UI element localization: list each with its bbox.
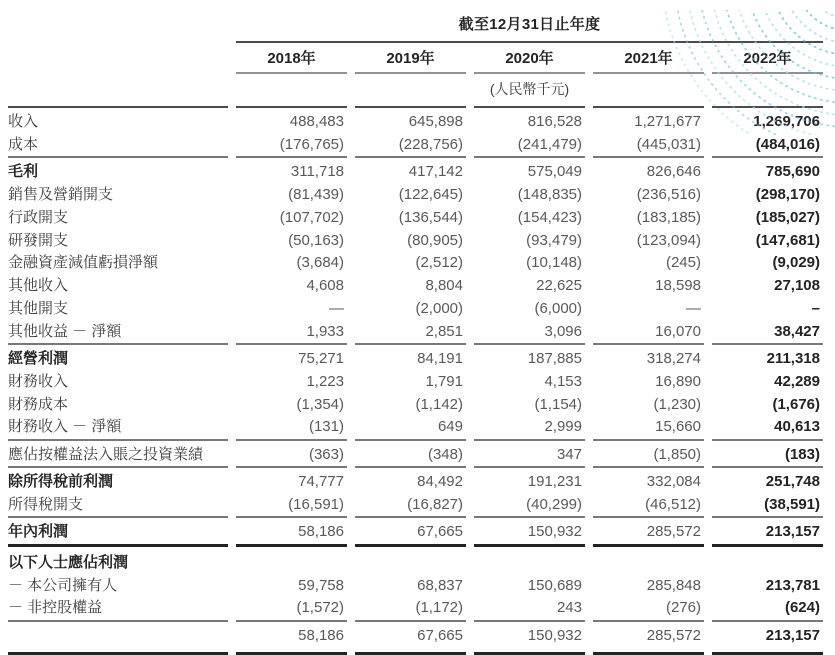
value-2018年: (16,591) [288, 495, 344, 513]
value-2019年: 8,804 [425, 277, 463, 295]
value-2021年 [593, 544, 704, 574]
value-2018年: (1,572) [296, 599, 344, 617]
value-2021年: 15,660 [655, 418, 701, 436]
value-2019年: (1,172) [415, 599, 463, 617]
value-2019年: 645,898 [355, 106, 466, 133]
table-row [8, 544, 823, 574]
value-2018年: 311,718 [236, 156, 347, 183]
period-header: 截至12月31日止年度 [236, 10, 823, 43]
value-2022年: – [811, 299, 820, 317]
value-2018年: (50,163) [288, 231, 344, 249]
table-row [8, 597, 823, 620]
table-row [8, 393, 823, 416]
table-row [8, 206, 823, 229]
value-2021年: — [686, 299, 701, 317]
value-2019年: 68,837 [417, 576, 463, 594]
value-2021年: 285,572 [593, 516, 704, 543]
row-label: 應佔按權益法入賬之投資業績 [8, 439, 228, 466]
value-2019年: 1,791 [425, 372, 463, 390]
value-2021年: 16,070 [655, 322, 701, 340]
value-2019年: (2,000) [415, 299, 463, 317]
value-2022年: 38,427 [774, 322, 820, 340]
value-2021年: (236,516) [636, 185, 701, 203]
table-row [8, 133, 823, 156]
value-2021年: (445,031) [636, 135, 701, 153]
year-header-row [8, 43, 823, 74]
table-row [8, 229, 823, 252]
value-2022年: (185,027) [755, 208, 820, 226]
value-2022年: 27,108 [774, 277, 820, 295]
period-header-row [8, 10, 823, 43]
value-2020年: (93,479) [526, 231, 582, 249]
value-2022年: (9,029) [772, 254, 820, 272]
value-2018年: 59,758 [298, 576, 344, 594]
table-row [8, 439, 823, 466]
table-row [8, 574, 823, 597]
value-2021年: 285,572 [593, 620, 704, 655]
value-2020年: 191,231 [474, 466, 585, 493]
value-2022年 [712, 544, 823, 574]
value-2021年: 16,890 [655, 372, 701, 390]
value-2022年: 1,269,706 [712, 106, 823, 133]
value-2022年: (183) [712, 439, 823, 466]
row-label: 年內利潤 [8, 516, 228, 543]
value-2018年: 1,933 [306, 322, 344, 340]
value-2018年: 75,271 [236, 343, 347, 370]
row-label: 行政開支 [8, 208, 69, 226]
value-2020年: (6,000) [534, 299, 582, 317]
value-2022年: 42,289 [774, 372, 820, 390]
value-2022年: (147,681) [755, 231, 820, 249]
value-2018年: 58,186 [236, 620, 347, 655]
table-row [8, 297, 823, 320]
row-label: 其他收益 － 淨額 [8, 322, 122, 340]
value-2019年: (348) [355, 439, 466, 466]
value-2020年: (148,835) [517, 185, 582, 203]
value-2022年: (484,016) [755, 135, 820, 153]
year-column-header-1: 2018年 [236, 43, 347, 74]
value-2020年: 3,096 [544, 322, 582, 340]
value-2022年: (38,591) [764, 495, 820, 513]
value-2020年: 22,625 [536, 277, 582, 295]
value-2021年: (245) [665, 254, 701, 272]
table-row [8, 252, 823, 275]
row-label: 其他收入 [8, 277, 69, 295]
value-2018年: (81,439) [288, 185, 344, 203]
value-2022年: 211,318 [712, 343, 823, 370]
value-2020年: 816,528 [474, 106, 585, 133]
row-label: － 本公司擁有人 [8, 576, 118, 594]
value-2022年: 251,748 [712, 466, 823, 493]
value-2020年: (10,148) [526, 254, 582, 272]
value-2020年 [474, 544, 585, 574]
value-2022年: 40,613 [774, 418, 820, 436]
financial-statement-page [0, 10, 835, 648]
value-2020年: (1,154) [534, 395, 582, 413]
table-row [8, 370, 823, 393]
value-2021年: (276) [665, 599, 701, 617]
row-label: 財務成本 [8, 395, 69, 413]
value-2020年: 575,049 [474, 156, 585, 183]
value-2018年: (1,354) [296, 395, 344, 413]
value-2018年: 1,223 [306, 372, 344, 390]
value-2020年: 4,153 [544, 372, 582, 390]
value-2019年: 67,665 [355, 620, 466, 655]
value-2018年: 4,608 [306, 277, 344, 295]
value-2019年: (136,544) [398, 208, 463, 226]
header-spacer [8, 74, 228, 106]
row-label: 收入 [8, 106, 228, 133]
value-2020年: 150,932 [474, 620, 585, 655]
value-2018年: (176,765) [279, 135, 344, 153]
value-2019年: 67,665 [355, 516, 466, 543]
value-2021年: 1,271,677 [593, 106, 704, 133]
value-2022年: (1,676) [772, 395, 820, 413]
value-2018年: (131) [308, 418, 344, 436]
table-row [8, 494, 823, 517]
value-2019年: (122,645) [398, 185, 463, 203]
table-row [8, 343, 823, 370]
row-label: 財務收入 [8, 372, 69, 390]
value-2019年: (1,142) [415, 395, 463, 413]
value-2022年: 213,781 [765, 576, 820, 594]
row-label: 銷售及營銷開支 [8, 185, 114, 203]
value-2020年: 187,885 [474, 343, 585, 370]
value-2021年: (1,230) [653, 395, 701, 413]
value-2021年: (183,185) [636, 208, 701, 226]
value-2021年: 285,848 [646, 576, 701, 594]
row-label: 經營利潤 [8, 343, 228, 370]
value-2018年: 488,483 [236, 106, 347, 133]
value-2019年: 2,851 [425, 322, 463, 340]
row-label: 除所得稅前利潤 [8, 466, 228, 493]
value-2022年: (624) [784, 599, 820, 617]
value-2021年: 332,084 [593, 466, 704, 493]
value-2022年: 785,690 [712, 156, 823, 183]
value-2020年: 243 [556, 599, 582, 617]
value-2019年 [355, 544, 466, 574]
value-2019年: 84,492 [355, 466, 466, 493]
table-row [8, 156, 823, 183]
unit-note-row [8, 74, 823, 106]
year-column-header-4: 2021年 [593, 43, 704, 74]
value-2020年: 2,999 [544, 418, 582, 436]
table-row [8, 320, 823, 343]
value-2022年: 213,157 [712, 516, 823, 543]
table-row [8, 106, 823, 133]
table-row [8, 184, 823, 207]
value-2020年: 347 [474, 439, 585, 466]
value-2018年: — [329, 299, 344, 317]
value-2021年: (123,094) [636, 231, 701, 249]
unit-note: (人民幣千元) [489, 81, 570, 97]
row-label: 成本 [8, 135, 39, 153]
value-2018年 [236, 544, 347, 574]
row-label: 毛利 [8, 156, 228, 183]
value-2021年: (46,512) [645, 495, 701, 513]
value-2018年: (107,702) [279, 208, 344, 226]
value-2020年: 150,932 [474, 516, 585, 543]
value-2019年: (2,512) [415, 254, 463, 272]
value-2021年: 826,646 [593, 156, 704, 183]
value-2019年: 84,191 [355, 343, 466, 370]
year-column-header-3: 2020年 [474, 43, 585, 74]
row-label: 以下人士應佔利潤 [8, 544, 228, 574]
row-label: 財務收入 － 淨額 [8, 418, 122, 436]
table-row [8, 275, 823, 298]
value-2021年: 318,274 [593, 343, 704, 370]
row-label [8, 620, 228, 655]
value-2022年: 213,157 [712, 620, 823, 655]
value-2020年: (40,299) [526, 495, 582, 513]
value-2018年: (3,684) [296, 254, 344, 272]
value-2020年: (154,423) [517, 208, 582, 226]
value-2019年: (228,756) [398, 135, 463, 153]
income-statement-table [0, 10, 831, 655]
value-2022年: (298,170) [755, 185, 820, 203]
value-2020年: 150,689 [527, 576, 582, 594]
row-label: 研發開支 [8, 231, 69, 249]
header-spacer [8, 10, 228, 43]
value-2018年: (363) [236, 439, 347, 466]
row-label: 金融資產減值虧損淨額 [8, 254, 159, 272]
value-2018年: 58,186 [236, 516, 347, 543]
value-2021年: 18,598 [655, 277, 701, 295]
year-column-header-2: 2019年 [355, 43, 466, 74]
row-label: 其他開支 [8, 299, 69, 317]
value-2019年: (80,905) [407, 231, 463, 249]
table-row [8, 620, 823, 655]
table-row [8, 416, 823, 439]
header-spacer [8, 43, 228, 74]
value-2021年: (1,850) [593, 439, 704, 466]
value-2019年: 417,142 [355, 156, 466, 183]
table-row [8, 466, 823, 493]
value-2020年: (241,479) [517, 135, 582, 153]
value-2019年: 649 [437, 418, 463, 436]
value-2019年: (16,827) [407, 495, 463, 513]
year-column-header-5: 2022年 [712, 43, 823, 74]
row-label: 所得稅開支 [8, 495, 84, 513]
statement-rows [8, 106, 823, 655]
row-label: － 非控股權益 [8, 599, 103, 617]
table-row [8, 516, 823, 543]
value-2018年: 74,777 [236, 466, 347, 493]
